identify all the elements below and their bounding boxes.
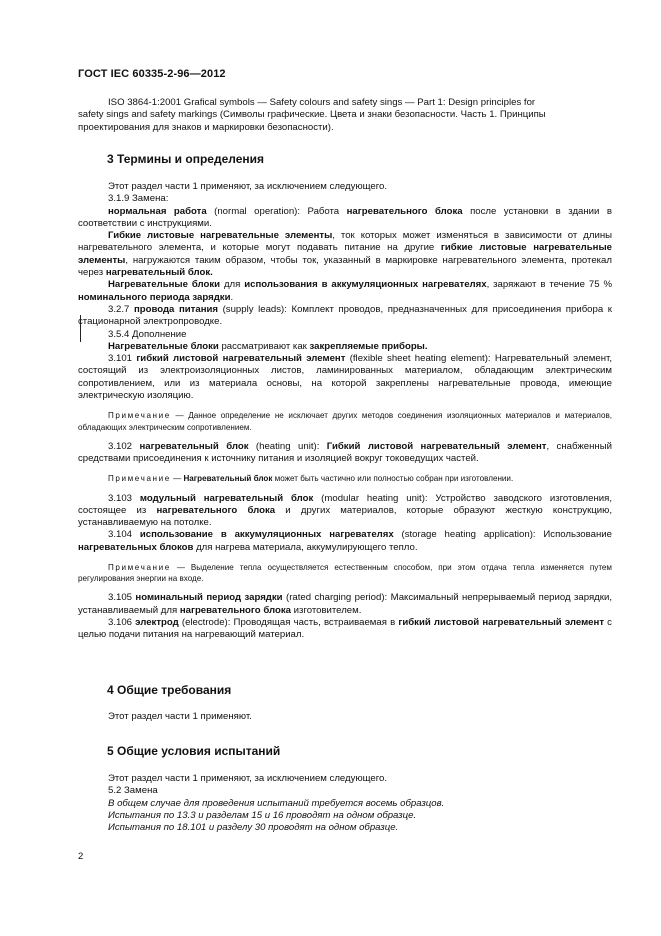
term-ref: номинального периода зарядки [78, 291, 231, 303]
clause-3-104 [78, 529, 612, 554]
term-ref: гибкий листовой нагревательный элемент [398, 617, 605, 629]
clause-number: 3.104 [108, 529, 140, 541]
clause-number: 3.106 [108, 617, 136, 629]
page-number: 2 [78, 851, 84, 862]
iso-reference [78, 97, 612, 134]
clause-5-2: 5.2 Замена [108, 785, 158, 797]
term: номинальный период зарядки [135, 592, 283, 604]
iso-line-2: safety sings and safety markings (Символы графические. Цвета и знаки безопасности. Часть 1. Принципы [78, 109, 546, 121]
term-ref: Гибкий листовой нагревательный элемент [326, 440, 547, 452]
text: для нагрева материала, аккумулирующего тепло. [193, 541, 418, 553]
text: (heating unit): [248, 440, 327, 452]
term: нормальная работа [108, 205, 207, 217]
text: , нагружаются таким образом, чтобы ток, указанный в маркировке нагревательного элемента, протекал через [78, 254, 612, 279]
note-label: Примечание [108, 411, 171, 421]
term: использование в аккумуляционных нагревателях [139, 529, 394, 541]
term-ref: использования в аккумуляционных нагревателях [244, 279, 487, 291]
text: и других материалов, которые образуют жесткую конструкцию, устанавливаемую на потолке. [78, 504, 612, 529]
section-5-body [78, 773, 612, 834]
term: электрод [135, 617, 179, 629]
text: (modular heating unit): Устройство заводского изготовления, состоящее из [78, 492, 612, 516]
note-text: — Данное определение не исключает других методов соединения изоляционных материалов и материалов, обладающих электрическим сопротивлением. [78, 411, 612, 432]
clause-number: 3.103 [108, 492, 140, 504]
section-3-heading: 3 Термины и определения [107, 152, 265, 166]
text: (storage heating application): Использование [393, 529, 612, 541]
text: . [230, 291, 234, 303]
term-ref: нагревательных блоков [78, 541, 194, 553]
clause-number: 3.102 [108, 440, 140, 452]
section-4-heading: 4 Общие требования [107, 683, 232, 697]
term: провода питания [133, 303, 218, 315]
term: нагревательный блок [139, 440, 249, 452]
iso-line-1: ISO 3864-1:2001 Grafical symbols — Safety colours and safety sings — Part 1: Design principles for [108, 97, 536, 108]
term-ref: нагревательного блока [346, 205, 463, 217]
term-ref: нагревательного блока [156, 504, 276, 516]
sec5-intro: Этот раздел части 1 применяют, за исключением следующего. [108, 773, 388, 784]
term-ref: Нагревательный блок [183, 474, 273, 484]
text: (supply leads): Комплект проводов, предназначенных для присоединения прибора к стационарной электропроводке. [78, 303, 612, 328]
sample-line-3: Испытания по 18.101 и разделу 30 проводят на одном образце. [108, 822, 399, 834]
clause-number: 3.105 [108, 592, 136, 604]
term-ref: закрепляемые приборы. [309, 340, 428, 352]
text: изготовителем. [290, 604, 362, 616]
note-1 [78, 410, 612, 432]
term-ref: Гибкие листовые нагревательные элементы [108, 230, 333, 242]
clause-3-101 [78, 353, 612, 402]
section-4-body [78, 711, 612, 723]
note-text: — [170, 474, 184, 484]
text: с целью подачи питания на нагревающий материал. [78, 617, 612, 641]
sample-line-2: Испытания по 13.3 и разделам 15 и 16 проводят на одном образце. [108, 809, 417, 821]
text: для [220, 279, 245, 291]
note-text: — Выделение тепла осуществляется естественным способом, при этом отдача тепла изменяется путем регулирования энергии на входе. [78, 563, 612, 584]
term: гибкий листовой нагревательный элемент [136, 353, 346, 365]
text: (flexible sheet heating element): Нагревательный элемент, состоящий из электроизоляционных листов, ламинированных материалом, обладающим электрическим сопротивлением, или из материала основы, на которой закреплены нагревательные провода, имеющие электрическую изоляцию. [78, 353, 612, 402]
flexible-elements-paragraph [78, 230, 612, 279]
clause-3-105 [78, 592, 612, 617]
standard-header: ГОСТ IEC 60335-2-96—2012 [78, 68, 226, 80]
text: (normal operation): Работа [206, 205, 347, 217]
text: (electrode): Проводящая часть, встраиваемая в [178, 617, 399, 629]
clause-number: 3.2.7 [108, 303, 134, 315]
clause-3-1-9: 3.1.9 Замена: [108, 193, 169, 205]
iso-line-3: проектирования для знаков и маркировки безопасности). [78, 121, 334, 133]
sec3-intro: Этот раздел части 1 применяют, за исключением следующего. [108, 181, 388, 192]
text: после установки в здании в соответствии с инструкциями. [78, 205, 612, 229]
text: , заряжают в течение 75 % [486, 279, 612, 291]
section-5-heading: 5 Общие условия испытаний [107, 744, 281, 758]
clause-3-102 [78, 441, 612, 466]
note-label: Примечание [108, 563, 171, 573]
clause-3-103 [78, 493, 612, 530]
sample-line-1: В общем случае для проведения испытаний требуется восемь образцов. [108, 797, 445, 809]
text: рассматривают как [218, 340, 310, 352]
term-ref: гибкие листовые нагревательные элементы [78, 242, 612, 266]
note-2 [78, 473, 612, 484]
clause-3-106 [78, 617, 612, 642]
clause-3-2-7 [78, 304, 612, 329]
change-bar [80, 315, 81, 342]
term-ref: Нагревательные блоки [108, 340, 219, 352]
note-3 [78, 562, 612, 584]
term-ref: нагревательный блок. [105, 267, 213, 279]
text: , ток которых может изменяться в зависимости от длины нагревательного элемента, и которые могут подавать питание на другие [78, 230, 613, 254]
note-text: может быть частично или полностью собран при изготовлении. [272, 474, 514, 484]
text: , снабженный средствами присоединения к источнику питания и изоляцией вокруг токоведущих частей. [78, 440, 612, 465]
heating-blocks-paragraph [78, 279, 612, 304]
sec4-text: Этот раздел части 1 применяют. [108, 711, 252, 722]
clause-number: 3.101 [108, 353, 137, 365]
term-ref: нагревательного блока [179, 604, 291, 616]
text: (rated charging period): Максимальный непрерываемый период зарядки, устанавливаемый для [78, 592, 612, 616]
section-3-body [78, 181, 612, 642]
term-ref: Нагревательные блоки [108, 279, 221, 291]
fixed-appliances-paragraph [78, 341, 612, 353]
note-label: Примечание [108, 474, 171, 484]
normal-operation-paragraph [78, 206, 612, 231]
term: модульный нагревательный блок [139, 492, 314, 504]
clause-3-5-4: 3.5.4 Дополнение [108, 328, 187, 340]
